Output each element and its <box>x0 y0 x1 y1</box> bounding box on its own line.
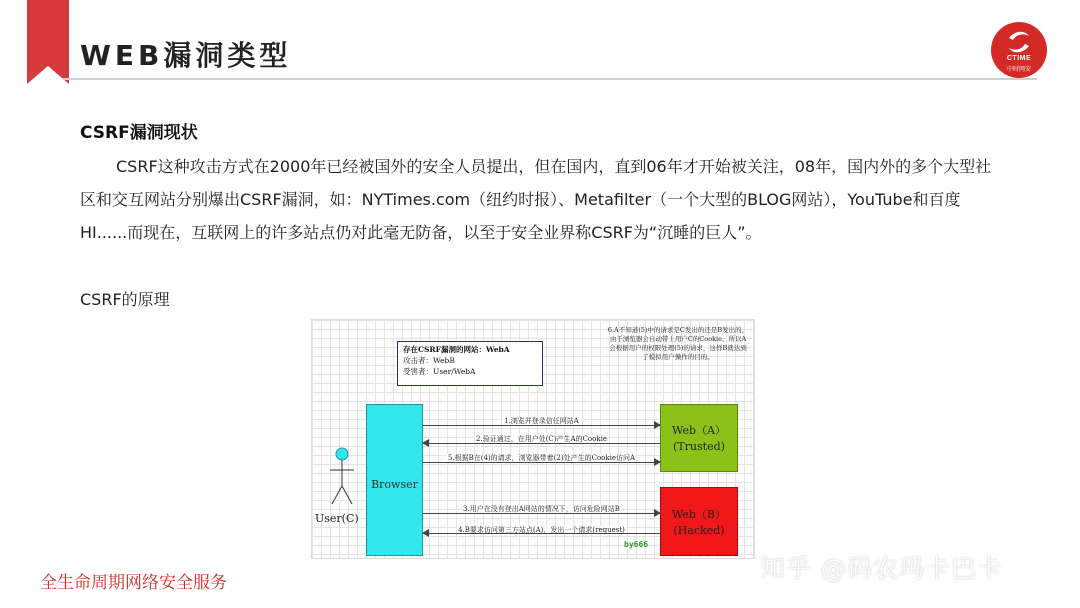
step4-label: 4.B要求访问第三方站点(A)，发出一个请求(request) <box>458 526 625 534</box>
vulnerable-site-infobox <box>397 341 543 386</box>
footer-slogan: 全生命周期网络安全服务 <box>40 573 227 593</box>
stick-figure-icon <box>324 446 360 516</box>
user-label: User(C) <box>315 512 359 525</box>
infobox-heading: 存在CSRF漏洞的网站：WebA <box>403 345 510 354</box>
step6-note: 6.A不知道(5)中的请求是C发出的还是B发出的，由于浏览器会自动带上用户C的Cookie，所以A会根据用户的权限处理(5)的请求，这样B就达到了模拟用户操作的目的。 <box>607 326 749 361</box>
header-divider <box>62 78 1037 80</box>
csrf-diagram <box>311 319 755 559</box>
step1-label: 1.浏览并登录信任网站A <box>504 417 579 425</box>
step3-arrow <box>423 513 660 514</box>
logo-text: CTIME <box>1006 55 1032 62</box>
logo-swirl-icon <box>1005 30 1033 54</box>
step3-label: 3.用户在没有登出A网站的情况下，访问危险网站B <box>463 505 620 513</box>
browser-box <box>366 404 423 556</box>
step2-label: 2.验证通过，在用户处(C)产生A的Cookie <box>476 435 607 443</box>
infobox-victim: 受害者：User/WebA <box>403 367 476 376</box>
watermark-text: 知乎 @码农玛卡巴卡 <box>760 554 1003 583</box>
web-a-label: Web（A） <box>672 424 726 437</box>
step2-arrow <box>423 443 660 444</box>
step4-arrow <box>423 533 660 534</box>
body-paragraph: CSRF这种攻击方式在2000年已经被国外的安全人员提出，但在国内，直到06年才开始被关注，08年，国内外的多个大型社区和交互网站分别爆出CSRF漏洞，如：NYTimes.com（纽约时报）、Metafilter（一个大型的BLOG网站），YouTube和百度HI......而现在，互联网上的许多站点仍对此毫无防备，以至于安全业界称CSRF为“沉睡的巨人”。 <box>80 157 992 242</box>
logo-subtext: 中时网安 <box>1006 66 1031 73</box>
step5-arrow <box>423 462 660 463</box>
browser-label: Browser <box>371 478 418 491</box>
step1-arrow <box>423 425 660 426</box>
diagram-byline: by666 <box>624 540 649 549</box>
web-b-box <box>660 487 738 556</box>
web-a-sub: (Trusted) <box>673 440 725 453</box>
page-title: WEB漏洞类型 <box>80 39 292 72</box>
red-ribbon-bookmark <box>27 0 69 84</box>
company-logo <box>991 22 1047 78</box>
web-b-sub: (Hacked) <box>673 524 725 537</box>
section-heading: CSRF漏洞现状 <box>80 123 198 143</box>
infobox-attacker: 攻击者：WebB <box>403 356 455 365</box>
step5-label: 5.根据B在(4)的请求，浏览器带着(2)处产生的Cookie访问A <box>447 454 636 462</box>
web-a-box <box>660 404 738 472</box>
principle-label: CSRF的原理 <box>80 290 170 309</box>
web-b-label: Web（B） <box>671 508 727 521</box>
